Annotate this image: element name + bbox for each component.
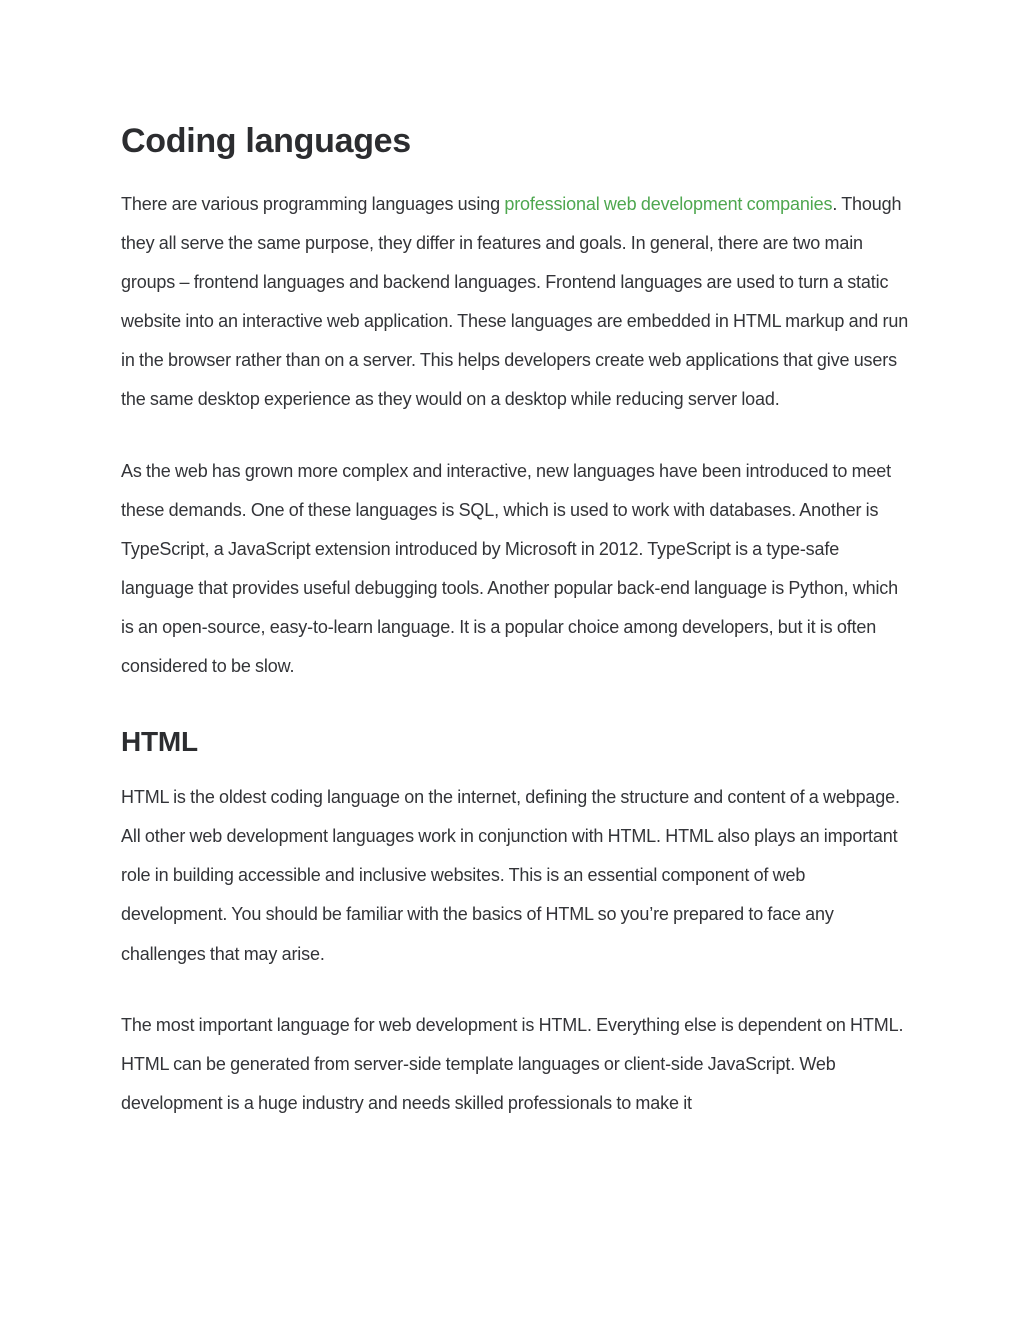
paragraph: As the web has grown more complex and interactive, new languages have been introduced to meet these demands. One of these languages is SQL, which is used to work with databases. Another is TypeScript, a JavaScript extension introduced by Microsoft in 2012. TypeScript is a type-safe language that provides useful debugging tools. Another popular back-end language is Python, which is an open-source, easy-to-learn language. It is a popular choice among developers, but it is often considered to be slow. xyxy=(121,460,899,677)
paragraph-text: . Though they all serve the same purpose, they differ in features and goals. In general, there are two main groups – frontend languages and backend languages. Frontend languages are used to turn a static website into an interactive web application. These languages are embedded in HTML markup and run in the browser rather than on a server. This helps developers create web applications that give users the same desktop experience as they would on a desktop while reducing server load. xyxy=(121,194,909,410)
paragraph-text: There are various programming languages using xyxy=(121,194,505,214)
section-heading-html: HTML xyxy=(121,726,198,758)
section-heading-coding-languages: Coding languages xyxy=(121,122,411,160)
paragraph: The most important language for web development is HTML. Everything else is dependent on HTML. HTML can be generated from server-side template languages or client-side JavaScript. Web development is a huge industry and needs skilled professionals to make it xyxy=(121,1014,904,1113)
paragraph xyxy=(121,185,911,420)
paragraph: HTML is the oldest coding language on the internet, defining the structure and content of a webpage. All other web development languages work in conjunction with HTML. HTML also plays an important role in building accessible and inclusive websites. This is an essential component of web development. You should be familiar with the basics of HTML so you’re prepared to face any challenges that may arise. xyxy=(121,787,900,964)
web-development-companies-link[interactable]: professional web development companies xyxy=(504,194,833,214)
article-body xyxy=(121,118,911,1123)
